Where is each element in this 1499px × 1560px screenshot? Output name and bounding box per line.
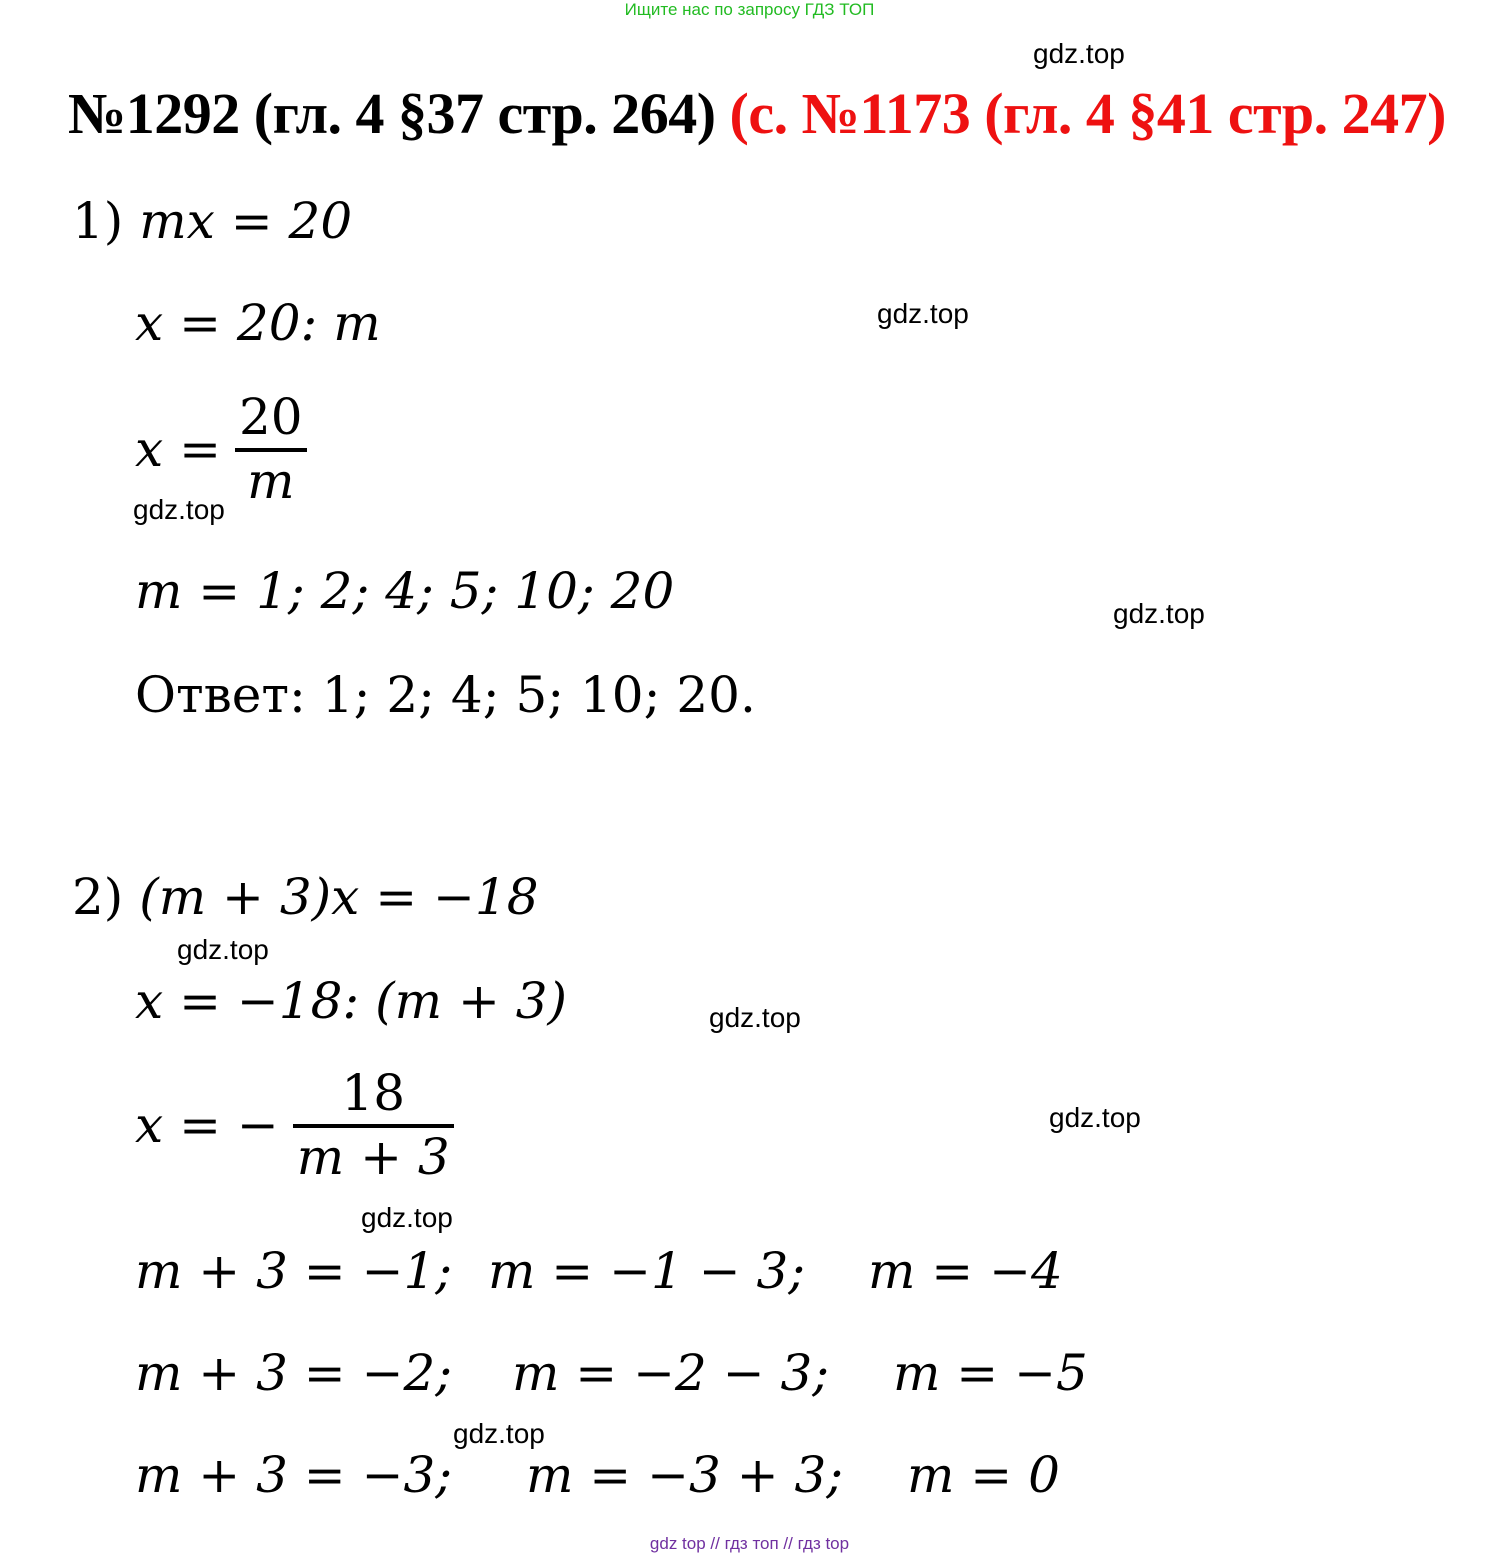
title-main: №1292 (гл. 4 §37 стр. 264) bbox=[68, 81, 716, 146]
fraction-lhs: x = bbox=[135, 420, 221, 478]
part2-case-row bbox=[893, 1344, 1088, 1402]
case-b: m = −3 + 3; bbox=[526, 1446, 844, 1504]
fraction-numerator: 20 bbox=[239, 388, 303, 446]
page-title bbox=[68, 80, 1446, 147]
fraction-numerator: 18 bbox=[341, 1064, 406, 1122]
case-a: m + 3 = −3; bbox=[135, 1446, 453, 1504]
case-a: m + 3 = −2; bbox=[135, 1344, 453, 1402]
part1-expr: mx = 20 bbox=[139, 192, 353, 250]
part2-equation bbox=[72, 868, 539, 926]
part1-label: 1) bbox=[72, 192, 124, 250]
watermark: gdz.top bbox=[133, 494, 225, 525]
watermark: gdz.top bbox=[877, 298, 969, 329]
footer-links: gdz top // гдз топ // гдз top bbox=[649, 1534, 850, 1553]
part2-label: 2) bbox=[72, 868, 124, 926]
watermark: gdz.top bbox=[1049, 1102, 1141, 1133]
watermark: gdz.top bbox=[177, 934, 269, 965]
part2-case-row bbox=[526, 1446, 844, 1504]
part1-values: m = 1; 2; 4; 5; 10; 20 bbox=[135, 562, 675, 620]
case-c: m = −4 bbox=[868, 1242, 1063, 1300]
part2-case-row bbox=[512, 1344, 830, 1402]
part2-case-row bbox=[868, 1242, 1063, 1300]
fraction bbox=[235, 388, 307, 510]
part2-case-row bbox=[135, 1242, 453, 1300]
watermark: gdz.top bbox=[1113, 598, 1205, 629]
part2-expr: (m + 3)x = −18 bbox=[139, 868, 539, 926]
part2-step-division: x = −18: (m + 3) bbox=[135, 972, 568, 1030]
part2-case-row bbox=[135, 1446, 453, 1504]
case-c: m = −5 bbox=[893, 1344, 1088, 1402]
part1-equation bbox=[72, 192, 353, 250]
watermark: gdz.top bbox=[453, 1418, 545, 1449]
fraction-denominator: m bbox=[247, 452, 295, 510]
case-a: m + 3 = −1; bbox=[135, 1242, 453, 1300]
watermark: gdz.top bbox=[709, 1002, 801, 1033]
title-alt: (с. №1173 (гл. 4 §41 стр. 247) bbox=[729, 81, 1446, 146]
part2-case-row bbox=[907, 1446, 1060, 1504]
watermark: gdz.top bbox=[361, 1202, 453, 1233]
fraction-lhs: x = − bbox=[135, 1096, 279, 1154]
case-b: m = −1 − 3; bbox=[488, 1242, 806, 1300]
case-c: m = 0 bbox=[907, 1446, 1060, 1504]
top-banner: Ищите нас по запросу ГДЗ ТОП bbox=[624, 0, 875, 19]
case-b: m = −2 − 3; bbox=[512, 1344, 830, 1402]
part1-answer: Ответ: 1; 2; 4; 5; 10; 20. bbox=[135, 666, 756, 724]
part2-case-row bbox=[488, 1242, 806, 1300]
fraction-denominator: m + 3 bbox=[296, 1128, 450, 1186]
fraction bbox=[293, 1064, 454, 1186]
watermark: gdz.top bbox=[1033, 38, 1125, 69]
part1-step-division: x = 20: m bbox=[135, 294, 381, 352]
part2-case-row bbox=[135, 1344, 453, 1402]
part2-step-fraction bbox=[135, 1064, 454, 1186]
